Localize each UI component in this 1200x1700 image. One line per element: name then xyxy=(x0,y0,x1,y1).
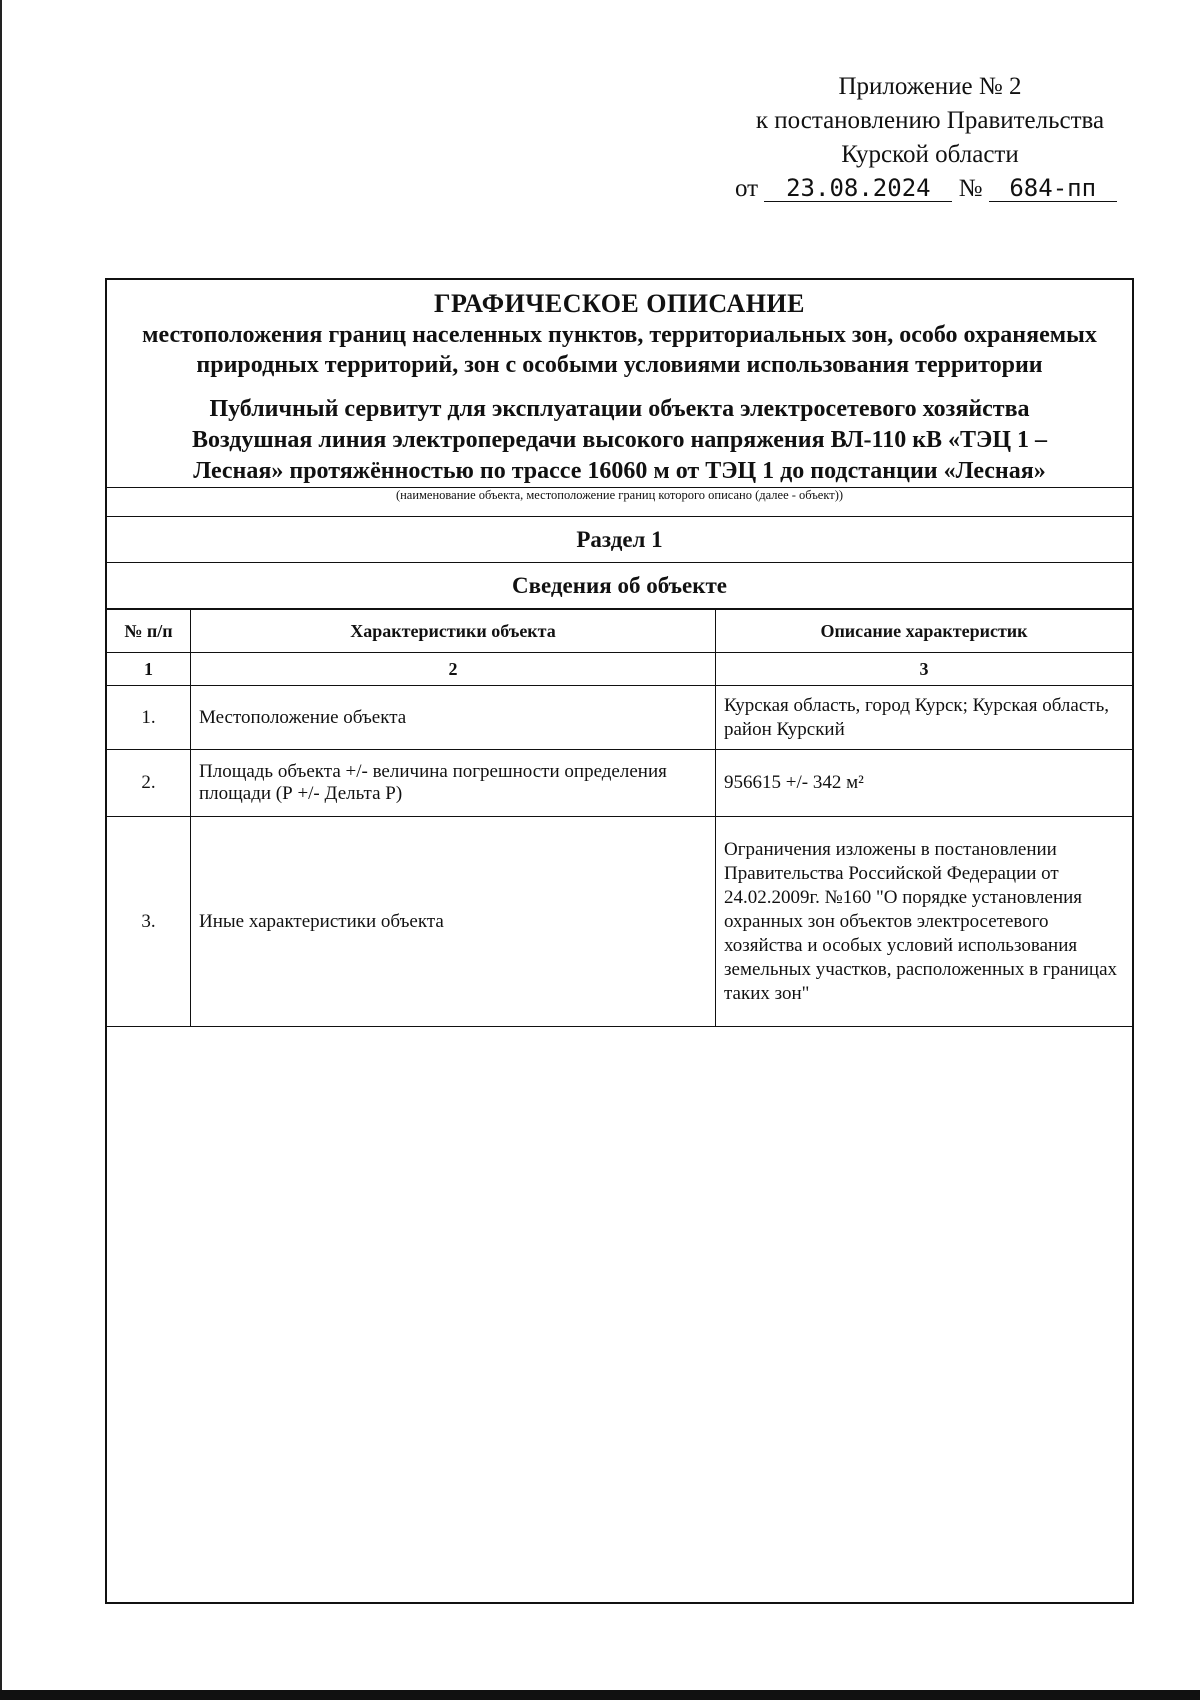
document-title: ГРАФИЧЕСКОЕ ОПИСАНИЕ xyxy=(434,289,805,318)
document-subtitle: местоположения границ населенных пунктов, территориальных зон, особо охраняемых природных территорий, зон с особыми условиями использования территории xyxy=(142,322,1097,378)
appendix-date-line xyxy=(720,172,1140,206)
characteristics-table xyxy=(107,609,1132,1027)
date-prefix: от xyxy=(735,175,759,202)
header-number: № п/п xyxy=(107,610,191,653)
object-name-line-3: Лесная» протяжённостью по трассе 16060 м от ТЭЦ 1 до подстанции «Лесная» xyxy=(193,458,1046,484)
table-header-row xyxy=(107,610,1132,653)
table-row xyxy=(107,817,1132,1027)
appendix-header xyxy=(720,70,1140,206)
table-row xyxy=(107,686,1132,750)
table-row xyxy=(107,750,1132,817)
number-prefix: № xyxy=(958,175,983,202)
column-number-1: 1 xyxy=(107,653,191,686)
decree-date: 23.08.2024 xyxy=(764,175,952,202)
title-block xyxy=(107,280,1132,487)
section-label: Раздел 1 xyxy=(107,517,1132,563)
row-number: 2. xyxy=(107,750,191,817)
row-characteristic: Местоположение объекта xyxy=(191,686,716,750)
row-number: 3. xyxy=(107,817,191,1027)
object-caption: (наименование объекта, местоположение границ которого описано (далее - объект)) xyxy=(107,487,1132,517)
appendix-title: Приложение № 2 xyxy=(838,73,1022,100)
row-number: 1. xyxy=(107,686,191,750)
object-name-line-2: Воздушная линия электропередачи высокого напряжения ВЛ-110 кВ «ТЭЦ 1 – xyxy=(191,427,1048,453)
row-characteristic: Площадь объекта +/- величина погрешности определения площади (Р +/- Дельта Р) xyxy=(191,750,716,817)
row-characteristic: Иные характеристики объекта xyxy=(191,817,716,1027)
header-characteristic: Характеристики объекта xyxy=(191,610,716,653)
row-description: Ограничения изложены в постановлении Правительства Российской Федерации от 24.02.2009г. №160 "О порядке установления охранных зон объектов электросетевого хозяйства и особых условий использования земельных участков, расположенных в границах таких зон" xyxy=(716,817,1133,1027)
section-heading: Сведения об объекте xyxy=(107,563,1132,609)
row-description: Курская область, город Курск; Курская область, район Курский xyxy=(716,686,1133,750)
object-name xyxy=(107,394,1132,487)
header-description: Описание характеристик xyxy=(716,610,1133,653)
column-number-3: 3 xyxy=(716,653,1133,686)
column-number-2: 2 xyxy=(191,653,716,686)
row-description: 956615 +/- 342 м² xyxy=(716,750,1133,817)
object-name-line-1: Публичный сервитут для эксплуатации объекта электросетевого хозяйства xyxy=(209,396,1030,422)
document-frame xyxy=(105,278,1134,1604)
table-column-numbers-row xyxy=(107,653,1132,686)
scan-edge-bottom xyxy=(0,1690,1200,1700)
decree-number: 684-пп xyxy=(989,175,1117,202)
scan-edge-left xyxy=(0,0,2,1700)
appendix-decree-line: к постановлению Правительства xyxy=(755,107,1105,134)
appendix-region-line: Курской области xyxy=(841,141,1019,168)
